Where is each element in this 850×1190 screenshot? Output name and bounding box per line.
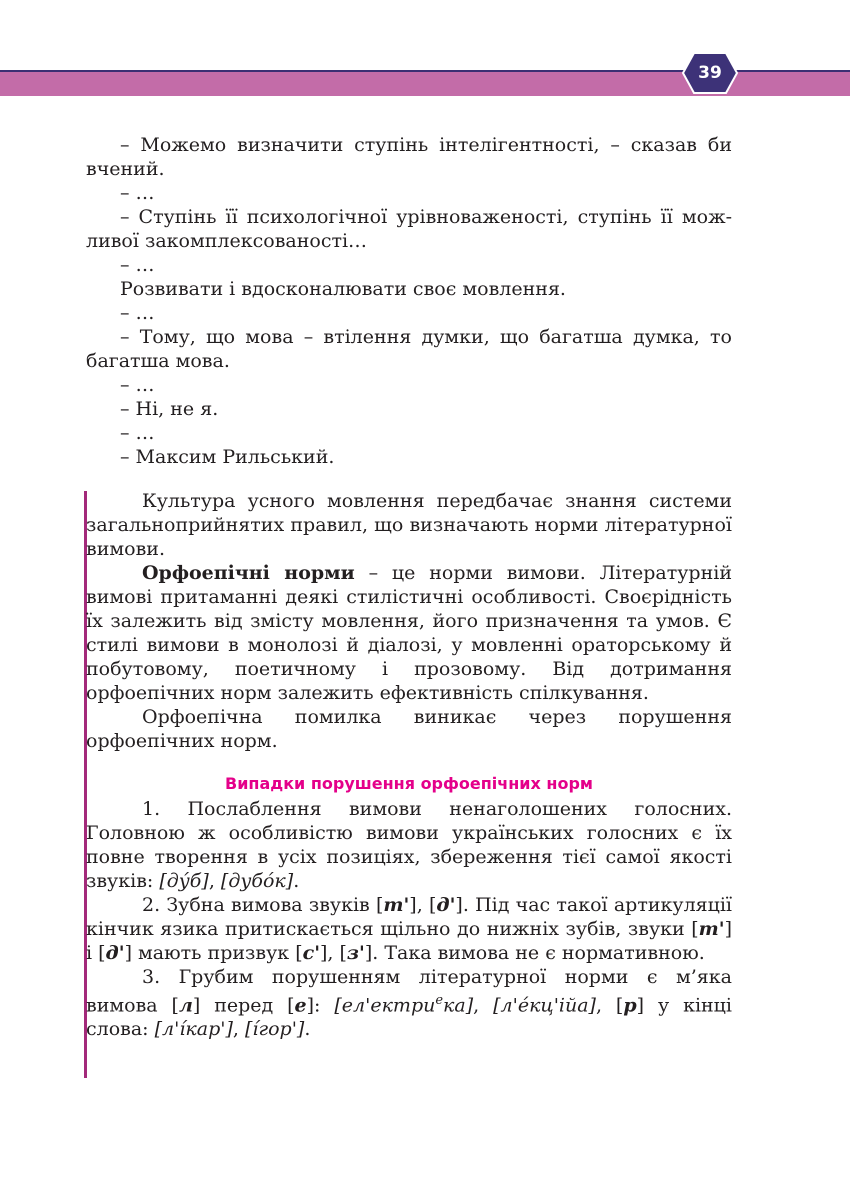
sound-symbol: з' bbox=[346, 942, 365, 964]
case-item-3-text: ] у кінці слова: bbox=[86, 994, 732, 1041]
punctuation: . bbox=[293, 870, 300, 892]
transcription: ка] bbox=[443, 994, 474, 1017]
theory-paragraph-1: Культура усного мовлення передбачає знання системи загальноприйнятих правил, що визначають норми літературної вимови. bbox=[86, 490, 732, 560]
theory-paragraph-3: Орфоепічна помилка виникає через порушення орфоепічних норм. bbox=[86, 706, 732, 752]
dialog-line: – … bbox=[120, 182, 155, 204]
transcription: [і́гор'] bbox=[245, 1018, 305, 1041]
dialog-block bbox=[86, 133, 732, 469]
page-number: 39 bbox=[698, 63, 722, 83]
sound-symbol: л bbox=[178, 994, 193, 1017]
theory-paragraph-2-text: – це норми вимови. Літературній вимові притаманні деякі стилістичні особливості. Своєрідність їх залежить від змісту мовлення, його призначення та умов. Є стилі вимови в монолозі й діалозі, у мовленні ораторському й побутовому, поетичному і прозовому. Від дотримання орфоепічних норм залежить ефективність спілкування. bbox=[86, 562, 733, 704]
dialog-line: – … bbox=[120, 374, 155, 396]
transcription-superscript: е bbox=[435, 993, 444, 1008]
separator: , bbox=[208, 870, 221, 892]
case-item-1-text: 1. Послаблення вимови ненаголошених голосних. Головною ж особливістю вимови українських голосних є їх повне творення в усіх позиціях, збереження тієї самої якості звуків: bbox=[86, 798, 732, 892]
case-item-2 bbox=[86, 893, 732, 965]
dialog-line: багатша мова. bbox=[86, 350, 230, 372]
dialog-line: Розвивати і вдосконалювати своє мовлення. bbox=[120, 278, 566, 300]
theory-paragraph-2 bbox=[86, 561, 732, 705]
sound-symbol: д' bbox=[105, 942, 125, 964]
case-item-3-text: 3. Грубим порушенням літературної норми є м’яка вимова [ bbox=[86, 966, 732, 1017]
page-number-badge bbox=[682, 52, 738, 94]
section-heading: Випадки порушення орфоепічних норм bbox=[225, 774, 593, 793]
separator: , bbox=[473, 994, 494, 1017]
punctuation: . bbox=[304, 1018, 311, 1041]
transcription: [ду́б] bbox=[159, 870, 209, 892]
case-item-2-text: 2. Зубна вимова звуків [ bbox=[142, 894, 384, 916]
dialog-line: – … bbox=[120, 422, 155, 444]
sound-symbol: д' bbox=[436, 894, 456, 916]
transcription: [дубо́к] bbox=[220, 870, 294, 892]
case-item-3-text: ]: bbox=[306, 994, 335, 1017]
dialog-line: – Максим Рильський. bbox=[120, 446, 335, 468]
dialog-line: – Можемо визначити ступінь інтелігентності, – сказав би bbox=[120, 134, 732, 156]
dialog-line: – Ступінь її психологічної урівноваженості, ступінь її мож- bbox=[120, 206, 732, 228]
dialog-line: – Тому, що мова – втілення думки, що багатша думка, то bbox=[120, 326, 732, 348]
case-item-2-text: ], [ bbox=[320, 942, 347, 964]
transcription: [л'і́кар'] bbox=[154, 1018, 233, 1041]
case-item-1 bbox=[86, 797, 732, 893]
dialog-line: – Ні, не я. bbox=[120, 398, 219, 420]
separator: , bbox=[232, 1018, 246, 1041]
case-item-3-text: , [ bbox=[595, 994, 624, 1017]
dialog-line: вчений. bbox=[86, 158, 165, 180]
dialog-line: ливої закомплексованості… bbox=[86, 230, 368, 252]
sound-symbol: с' bbox=[302, 942, 321, 964]
case-item-3-text: ] перед [ bbox=[192, 994, 295, 1017]
case-item-2-text: ] мають призвук [ bbox=[124, 942, 303, 964]
term-orthoepic-norms: Орфоепічні норми bbox=[142, 562, 355, 584]
sound-symbol: р bbox=[623, 994, 637, 1017]
case-item-3 bbox=[86, 965, 732, 1041]
transcription: [л'е́кц'ійа] bbox=[493, 994, 596, 1017]
case-item-2-text: ], [ bbox=[409, 894, 437, 916]
case-item-2-text: ]. Така вимова не є нормативною. bbox=[364, 942, 705, 964]
sound-symbol: е bbox=[294, 994, 307, 1017]
case-item-2-text: ] і [ bbox=[86, 918, 732, 964]
theory-block bbox=[86, 489, 732, 1041]
case-item-2-text: ]. Під час такої артикуляції кінчик язика притискається щільно до нижніх зубів, звуки [ bbox=[86, 894, 732, 940]
sound-symbol: т' bbox=[698, 918, 725, 940]
dialog-line: – … bbox=[120, 254, 155, 276]
transcription: [ел'ектри bbox=[334, 994, 436, 1017]
sound-symbol: т' bbox=[383, 894, 410, 916]
dialog-line: – … bbox=[120, 302, 155, 324]
